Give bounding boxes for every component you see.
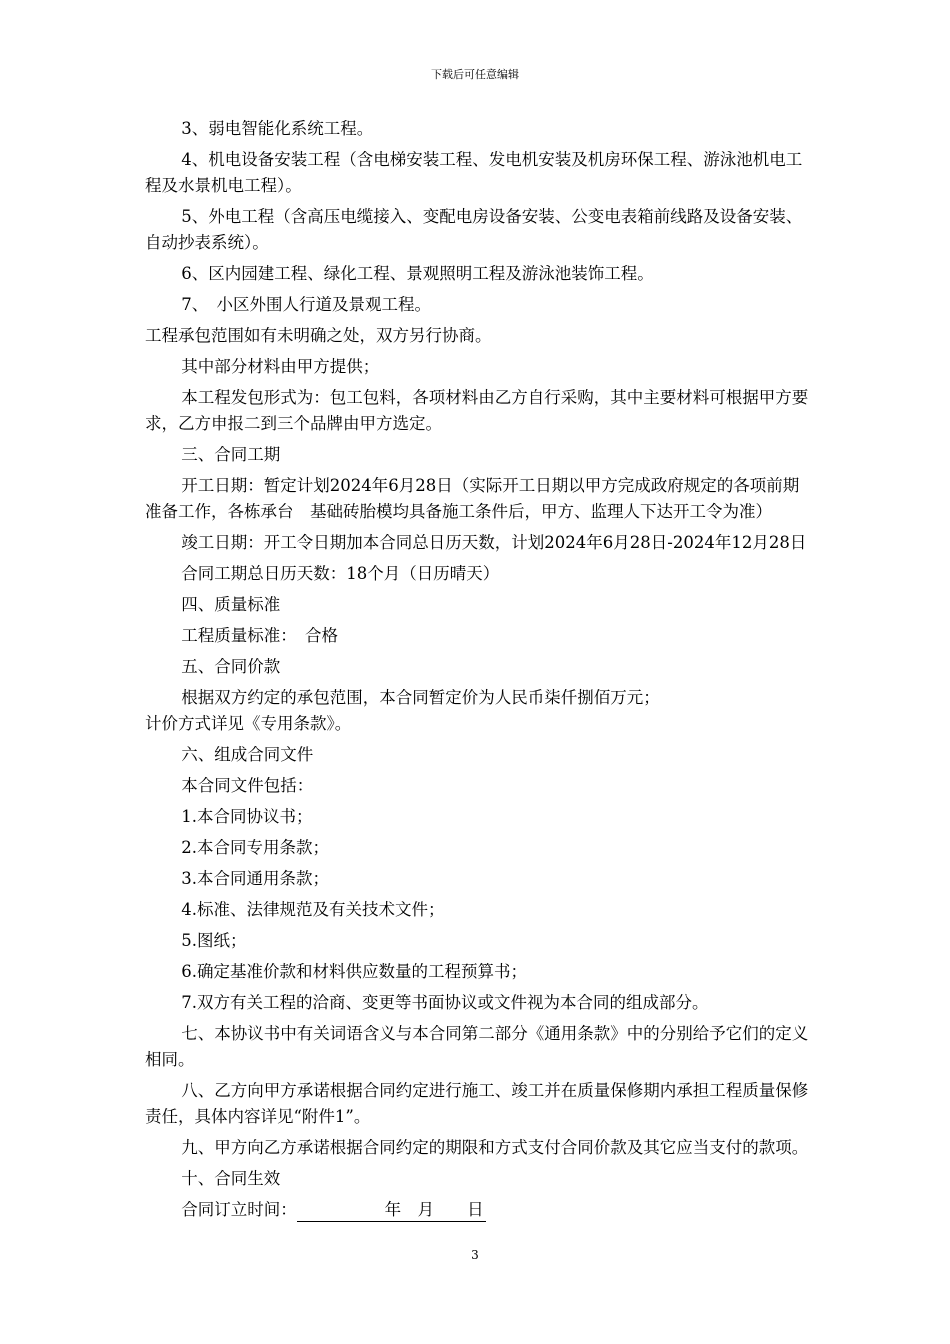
list-item: 5.图纸；	[181, 931, 247, 950]
page-number: 3	[471, 1248, 479, 1262]
list-item: 1.本合同协议书；	[181, 807, 313, 826]
paragraph: 根据双方约定的承包范围，本合同暂定价为人民币柒仟捌佰万元；	[181, 688, 660, 707]
paragraph: 七、本协议书中有关词语含义与本合同第二部分《通用条款》中的分别给予它们的定义相同。	[145, 1024, 809, 1069]
list-item: 3.本合同通用条款；	[181, 869, 330, 888]
page-header: 下载后可任意编辑	[431, 68, 519, 81]
paragraph: 4、机电设备安装工程（含电梯安装工程、发电机安装及机房环保工程、游泳池机电工程及水景机电工程）。	[145, 150, 803, 195]
paragraph: 合同工期总日历天数：18个月（日历晴天）	[181, 564, 500, 583]
section-heading: 五、合同价款	[181, 657, 281, 676]
paragraph: 5、外电工程（含高压电缆接入、变配电房设备安装、公变电表箱前线路及设备安装、自动抄表系统）。	[145, 207, 803, 252]
paragraph: 开工日期：暂定计划2024年6月28日（实际开工日期以甲方完成政府规定的各项前期准备工作，各栋承台 基础砖胎模均具备施工条件后，甲方、监理人下达开工令为准）	[145, 476, 800, 521]
paragraph: 竣工日期：开工令日期加本合同总日历天数，计划2024年6月28日-2024年12月28日	[181, 533, 807, 552]
paragraph: 6、区内园建工程、绿化工程、景观照明工程及游泳池装饰工程。	[181, 264, 654, 283]
list-item: 6.确定基准价款和材料供应数量的工程预算书；	[181, 962, 528, 981]
signing-date-line	[145, 1197, 810, 1223]
paragraph: 其中部分材料由甲方提供；	[181, 357, 380, 376]
list-item: 2.本合同专用条款；	[181, 838, 330, 857]
list-item: 4.标准、法律规范及有关技术文件；	[181, 900, 445, 919]
paragraph: 本工程发包形式为：包工包料，各项材料由乙方自行采购，其中主要材料可根据甲方要求，乙方申报二到三个品牌由甲方选定。	[145, 388, 809, 433]
paragraph: 计价方式详见《专用条款》。	[145, 714, 352, 733]
signing-date-label: 合同订立时间：	[181, 1200, 297, 1219]
paragraph: 本合同文件包括：	[181, 776, 314, 795]
paragraph: 工程质量标准： 合格	[181, 626, 339, 645]
section-heading: 六、组成合同文件	[181, 745, 314, 764]
section-heading: 十、合同生效	[181, 1169, 281, 1188]
paragraph: 7、 小区外围人行道及景观工程。	[181, 295, 432, 314]
paragraph: 八、乙方向甲方承诺根据合同约定进行施工、竣工并在质量保修期内承担工程质量保修责任，具体内容详见“附件1”。	[145, 1081, 809, 1126]
paragraph: 3、弱电智能化系统工程。	[181, 119, 374, 138]
section-heading: 三、合同工期	[181, 445, 281, 464]
signing-date-blank: 年 月 日	[297, 1199, 486, 1222]
paragraph: 九、甲方向乙方承诺根据合同约定的期限和方式支付合同价款及其它应当支付的款项。	[181, 1138, 809, 1157]
contract-body	[145, 116, 810, 1228]
section-heading: 四、质量标准	[181, 595, 281, 614]
list-item: 7.双方有关工程的洽商、变更等书面协议或文件视为本合同的组成部分。	[181, 993, 709, 1012]
paragraph: 工程承包范围如有未明确之处，双方另行协商。	[145, 326, 492, 345]
